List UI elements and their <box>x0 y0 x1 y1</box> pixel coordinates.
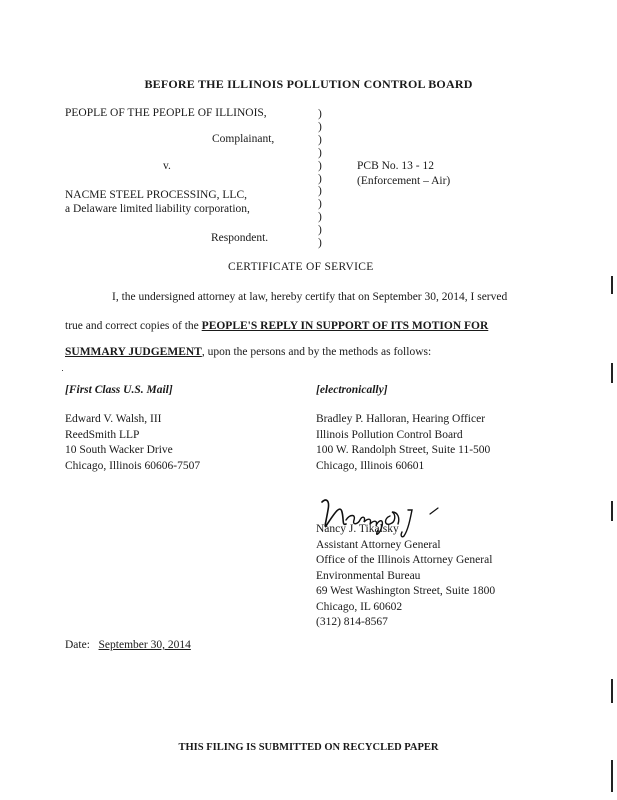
body-line-3 <box>65 346 431 358</box>
address-line: ReedSmith LLP <box>65 428 140 441</box>
address-line: Chicago, Illinois 60601 <box>316 459 425 472</box>
service-method-left: [First Class U.S. Mail] <box>65 384 173 396</box>
address-line: Illinois Pollution Control Board <box>316 428 463 441</box>
case-number: PCB No. 13 - 12 <box>357 160 434 172</box>
address-line: 100 W. Randolph Street, Suite 11-500 <box>316 444 491 456</box>
address-line: Edward V. Walsh, III <box>65 413 162 425</box>
plaintiff-name: PEOPLE OF THE PEOPLE OF ILLINOIS, <box>65 107 267 119</box>
signer-title: Assistant Attorney General <box>316 538 441 551</box>
signer-name: Nancy J. Tikalsky <box>316 523 399 535</box>
recipient-address-left <box>65 412 200 474</box>
certificate-heading: CERTIFICATE OF SERVICE <box>228 261 374 273</box>
signer-bureau: Environmental Bureau <box>316 569 421 582</box>
body-line-2-prefix: true and correct copies of the <box>65 320 199 332</box>
body-line-2 <box>65 320 488 332</box>
document-title-part-1: PEOPLE'S REPLY IN SUPPORT OF ITS MOTION FOR <box>201 320 489 332</box>
scan-artifact <box>611 276 613 294</box>
address-line: Chicago, Illinois 60606-7507 <box>65 459 201 472</box>
date-value: September 30, 2014 <box>98 639 191 651</box>
board-title: BEFORE THE ILLINOIS POLLUTION CONTROL BOARD <box>144 77 473 91</box>
footer-notice: THIS FILING IS SUBMITTED ON RECYCLED PAPER <box>178 742 439 753</box>
scan-artifact <box>611 501 613 521</box>
body-line-1: I, the undersigned attorney at law, hereby certify that on September 30, 2014, I served <box>112 291 508 303</box>
versus-label: v. <box>163 160 171 172</box>
defendant-name: NACME STEEL PROCESSING, LLC, <box>65 189 247 201</box>
caption-parentheses: ) ) ) ) ) ) ) ) ) ) ) <box>318 108 322 250</box>
signer-office: Office of the Illinois Attorney General <box>316 554 493 566</box>
signature-block <box>316 522 495 631</box>
complainant-label: Complainant, <box>212 133 275 145</box>
case-type: (Enforcement – Air) <box>357 175 451 187</box>
address-line: Bradley P. Halloran, Hearing Officer <box>316 413 486 425</box>
signer-street: 69 West Washington Street, Suite 1800 <box>316 585 496 597</box>
respondent-label: Respondent. <box>211 232 269 244</box>
date-line <box>65 639 191 651</box>
signer-city: Chicago, IL 60602 <box>316 600 403 613</box>
scan-artifact <box>611 363 613 383</box>
address-line: 10 South Wacker Drive <box>65 444 173 456</box>
document-title-part-2: SUMMARY JUDGEMENT <box>65 346 202 358</box>
recipient-address-right <box>316 412 490 474</box>
date-label: Date: <box>65 639 90 651</box>
signer-phone: (312) 814-8567 <box>316 616 388 628</box>
scan-artifact <box>611 679 613 703</box>
body-line-3-suffix: , upon the persons and by the methods as follows: <box>201 346 432 358</box>
defendant-description: a Delaware limited liability corporation, <box>65 203 250 215</box>
stray-mark <box>62 370 63 371</box>
scan-artifact <box>611 760 613 792</box>
service-method-right: [electronically] <box>316 384 388 396</box>
